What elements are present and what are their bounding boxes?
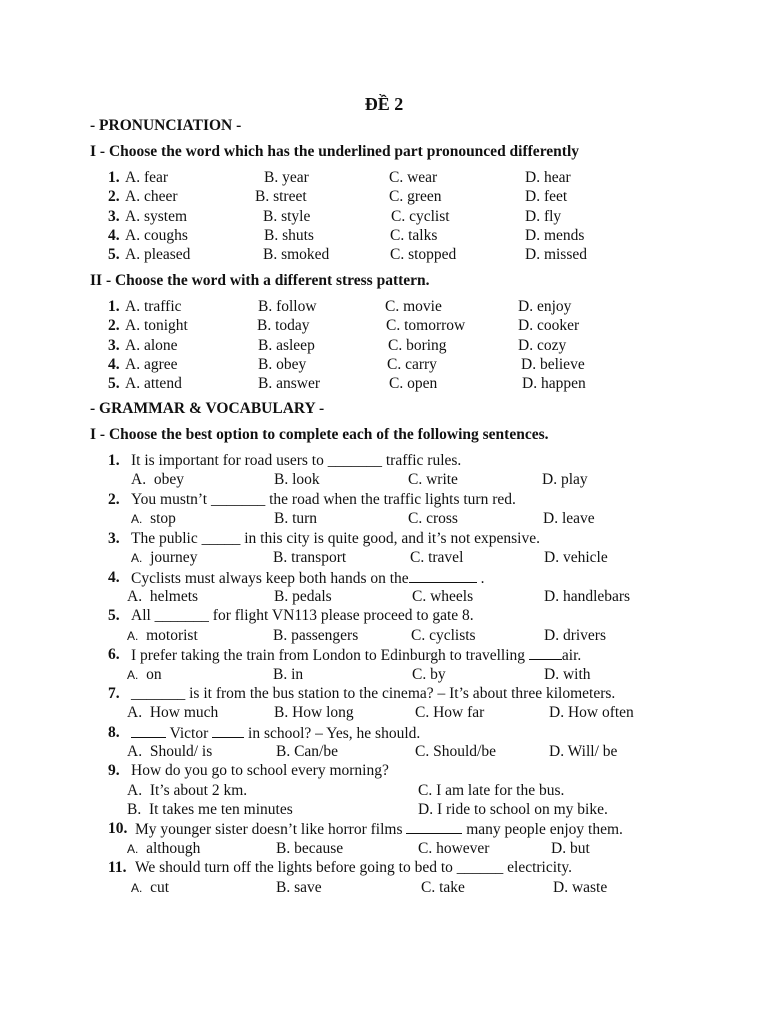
list-item: 3. A. system B. style C. cyclist D. fly — [108, 208, 562, 225]
list-item: 2. A. tonight B. today C. tomorrow D. cooker — [108, 317, 580, 334]
page-title: ĐỀ 2 — [364, 94, 404, 114]
pronunciation-instruction: I - Choose the word which has the underlined part pronounced differently — [90, 143, 580, 160]
list-item: 5. A. attend B. answer C. open D. happen — [108, 375, 586, 392]
worksheet-page: ĐỀ 2 - PRONUNCIATION - I - Choose the word which has the underlined part pronounced differently 1. A. fear B. year C. wear D. hear 2. A. cheer B. street C. green D. feet 3. A. system B. style C. cyclist D. fly 4. A. coughs B. shuts C. talks D. mends 5. A. pleased B. smoked C. stopped D. missed II - Choose the word with a different stress pattern. 1. A. traffic B. follow C. movie D. enjoy 2. A. tonight B. today C. tomorrow D. cooker 3. A. alone B. asleep C. boring D. cozy 4. A. agree B. obey C. carry D. believe 5. A. attend B. answer C. open D. happen - GRAMMAR & VOCABULARY - I - Choose the best option to complete each of the following sentences. 1. It is important for road users to _______ traffic rules. A. obey B. look C. write D. play 2. You mustn’t _______ the road when the traffic lights turn red. A. stop B. turn C. cross D. leave 3. The public _____ in this city is quite good, and it’s not expensive. A. journey B. transport C. travel D. vehicle 4. Cyclists must always keep both hands on the . A. helmets B. pedals C. wheels D. handlebars 5. All _______ for flight VN113 please proceed to gate 8. A. motorist B. passengers C. cyclists D. drivers 6. I prefer taking the train from London to Edinburgh to travelling air. A. on B. in C. by D. with 7. _______ is it from the bus station to the cinema? – It’s about three kilometers. A. How much B. How long C. How far D. How often 8. Victor in school? – Yes, he should. A. Should/ is B. Can/be C. Should/be D. Will/ be 9. How do you go to school every morning? A. It’s about 2 km. C. I am late for the bus. B. It takes me ten minutes D. I ride to school on my bike. 10. My younger sister doesn’t like horror films many people enjoy them. A. although B. because C. however D. but 11. We should turn off the lights before going to bed to ______ electricity. A. cut B. save C. take D. waste — [0, 0, 768, 1024]
list-item: 2. A. cheer B. street C. green D. feet — [108, 188, 568, 205]
list-item: 3. A. alone B. asleep C. boring D. cozy — [108, 337, 567, 354]
list-item: 1. A. traffic B. follow C. movie D. enjoy — [108, 298, 572, 315]
list-item: 5. A. pleased B. smoked C. stopped D. missed — [108, 246, 587, 263]
stress-instruction: II - Choose the word with a different stress pattern. — [90, 272, 430, 289]
list-item: 4. A. agree B. obey C. carry D. believe — [108, 356, 585, 373]
list-item: 1. A. fear B. year C. wear D. hear — [108, 169, 571, 186]
list-item: 4. A. coughs B. shuts C. talks D. mends — [108, 227, 585, 244]
section-pronunciation: - PRONUNCIATION - — [90, 117, 242, 134]
grammar-instruction: I - Choose the best option to complete each of the following sentences. — [90, 426, 549, 443]
section-grammar: - GRAMMAR & VOCABULARY - — [90, 400, 325, 417]
